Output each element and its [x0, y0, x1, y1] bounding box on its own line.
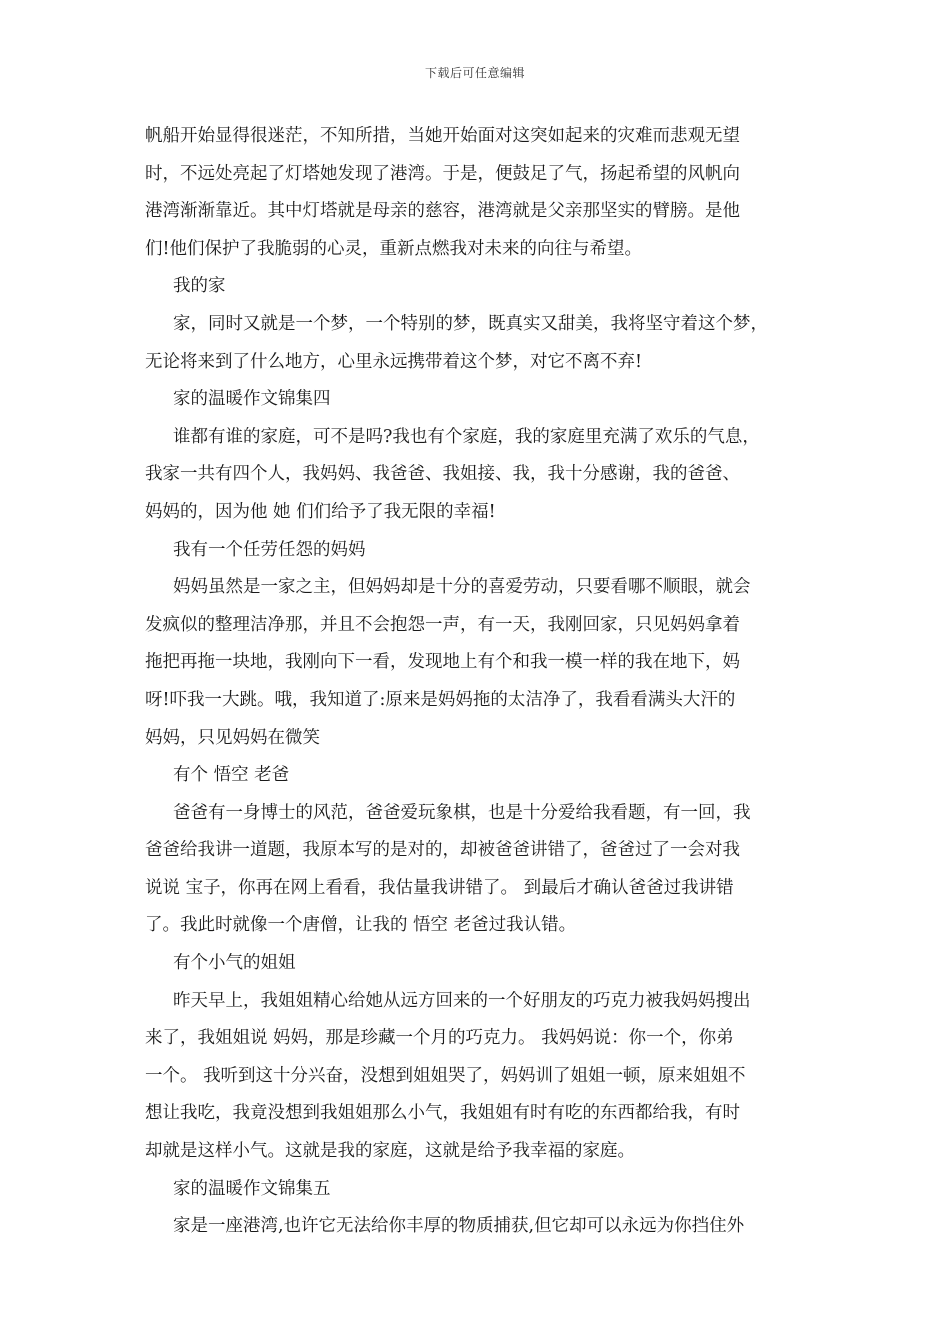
text-line: 妈妈，只见妈妈在微笑	[145, 727, 320, 748]
section-heading: 有个小气的姐姐	[173, 953, 296, 974]
text-line: 爸爸有一身博士的风范，爸爸爱玩象棋，也是十分爱给我看题，有一回，我	[173, 802, 751, 823]
text-line: 昨天早上，我姐姐精心给她从远方回来的一个好朋友的巧克力被我妈妈搜出	[173, 990, 751, 1011]
section-heading: 我有一个任劳任怨的妈妈	[173, 539, 366, 560]
text-line: 想让我吃，我竟没想到我姐姐那么小气，我姐姐有时有吃的东西都给我，有时	[145, 1103, 740, 1124]
section-heading: 家的温暖作文锦集五	[173, 1178, 331, 1199]
text-line: 妈妈的，因为他 她 们们给予了我无限的幸福!	[145, 501, 496, 522]
text-line: 呀!吓我一大跳。哦，我知道了:原来是妈妈拖的太洁净了，我看看满头大汗的	[145, 689, 736, 710]
text-line: 家是一座港湾,也许它无法给你丰厚的物质捕获,但它却可以永远为你挡住外	[173, 1216, 745, 1237]
text-line: 发疯似的整理洁净那，并且不会抱怨一声，有一天，我刚回家，只见妈妈拿着	[145, 614, 740, 635]
text-line: 来了，我姐姐说 妈妈，那是珍藏一个月的巧克力。 我妈妈说：你一个，你弟	[145, 1028, 734, 1049]
text-line: 时，不远处亮起了灯塔她发现了港湾。于是，便鼓足了气，扬起希望的风帆向	[145, 163, 740, 184]
text-line: 爸爸给我讲一道题，我原本写的是对的，却被爸爸讲错了，爸爸过了一会对我	[145, 840, 740, 861]
text-line: 们!他们保护了我脆弱的心灵，重新点燃我对未来的向往与希望。	[145, 238, 643, 259]
text-line: 帆船开始显得很迷茫，不知所措，当她开始面对这突如起来的灾难而悲观无望	[145, 126, 740, 146]
page-header: 下载后可任意编辑	[424, 66, 525, 80]
text-line: 拖把再拖一块地，我刚向下一看，发现地上有个和我一模一样的我在地下，妈	[145, 652, 740, 673]
section-heading: 我的家	[173, 276, 226, 297]
text-line: 港湾渐渐靠近。其中灯塔就是母亲的慈容，港湾就是父亲那坚实的臂膀。是他	[145, 201, 740, 222]
text-line: 妈妈虽然是一家之主，但妈妈却是十分的喜爱劳动，只要看哪不顺眼，就会	[173, 577, 751, 598]
text-line: 了。我此时就像一个唐僧，让我的 悟空 老爸过我认错。	[145, 915, 577, 936]
text-line: 说说 宝子，你再在网上看看，我估量我讲错了。 到最后才确认爸爸过我讲错	[145, 877, 734, 898]
document-body	[145, 118, 820, 1246]
text-line: 家，同时又就是一个梦，一个特别的梦，既真实又甜美，我将坚守着这个梦，	[173, 313, 768, 334]
text-line: 一个。 我听到这十分兴奋，没想到姐姐哭了，妈妈训了姐姐一顿，原来姐姐不	[145, 1065, 746, 1086]
section-heading: 有个 悟空 老爸	[173, 765, 290, 786]
section-heading: 家的温暖作文锦集四	[173, 389, 331, 410]
text-line: 无论将来到了什么地方，心里永远携带着这个梦，对它不离不弃!	[145, 351, 643, 372]
text-line: 我家一共有四个人，我妈妈、我爸爸、我姐接、我，我十分感谢，我的爸爸、	[145, 464, 740, 485]
text-line: 谁都有谁的家庭，可不是吗?我也有个家庭，我的家庭里充满了欢乐的气息，	[173, 426, 760, 447]
text-line: 却就是这样小气。这就是我的家庭，这就是给予我幸福的家庭。	[145, 1141, 635, 1162]
